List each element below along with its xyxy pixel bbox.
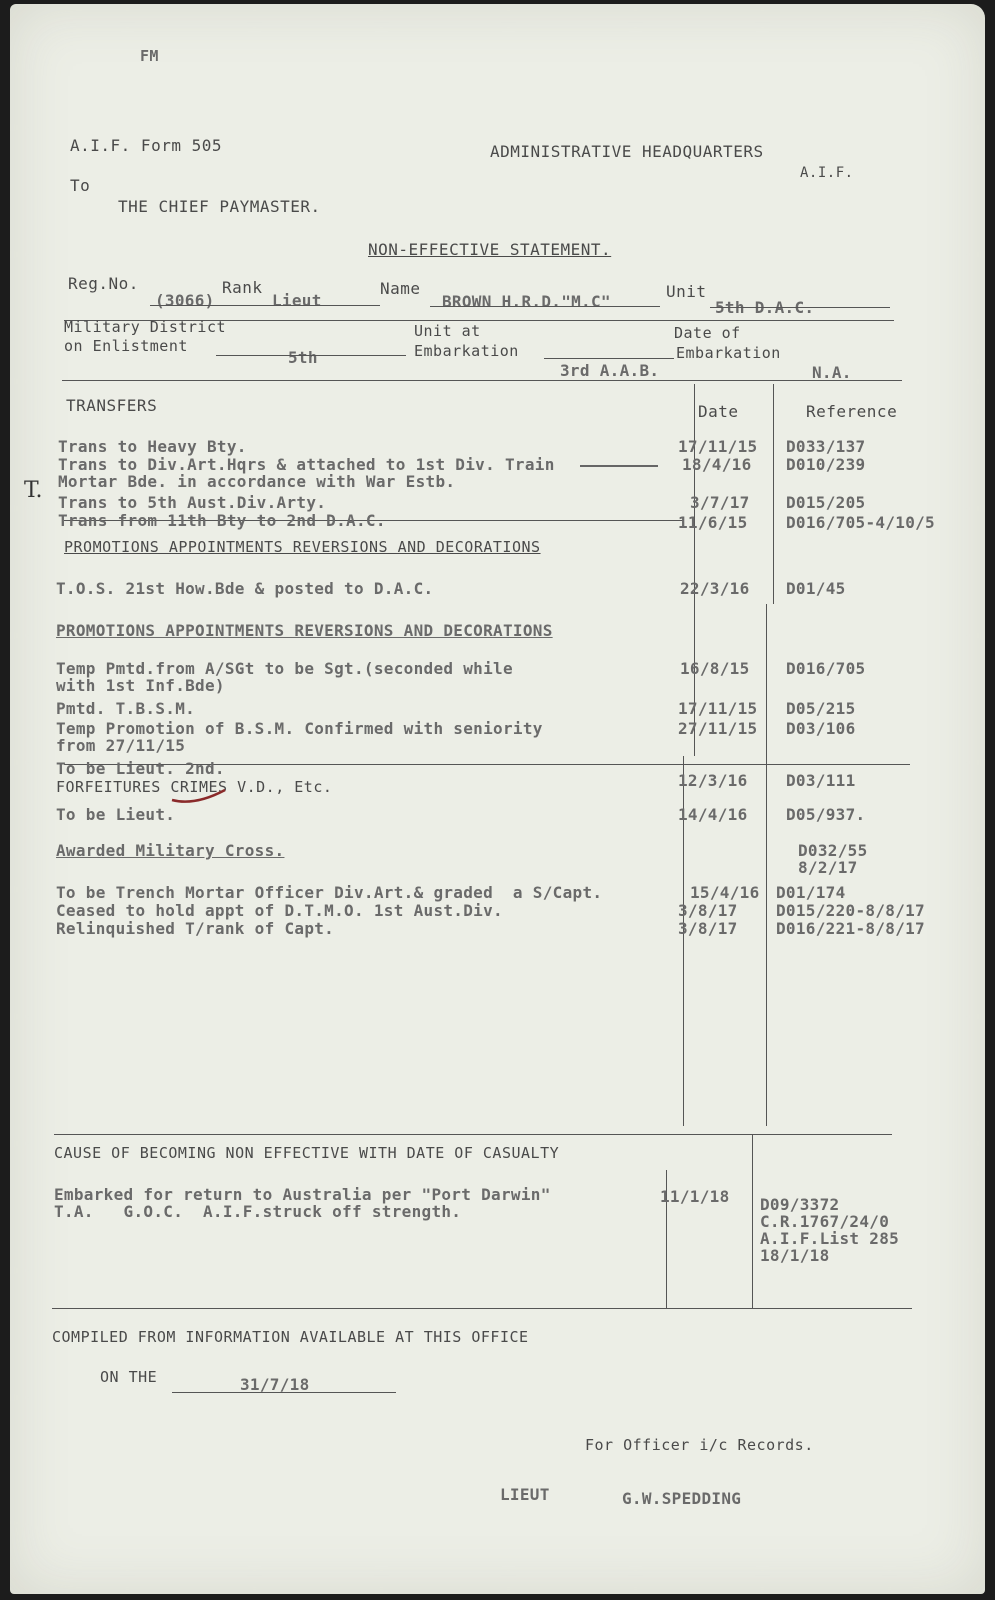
compiled-date: 31/7/18 bbox=[240, 1375, 310, 1394]
unit-emb-value: 3rd A.A.B. bbox=[560, 361, 660, 380]
signatory-rank: LIEUT bbox=[500, 1485, 550, 1504]
date-emb-value: N.A. bbox=[812, 363, 852, 382]
transfer-date: 11/6/15 bbox=[678, 513, 748, 532]
transfer-ref: D015/205 bbox=[786, 493, 866, 512]
transfer-entry: Trans from 11th Bty to 2nd D.A.C. bbox=[58, 511, 386, 530]
department-heading: ADMINISTRATIVE HEADQUARTERS bbox=[490, 142, 764, 161]
promotion-entry: To be Trench Mortar Officer Div.Art.& graded a S/Capt. bbox=[56, 883, 603, 902]
rule bbox=[172, 1392, 396, 1393]
promotion-ref: D03/111 bbox=[786, 771, 856, 790]
tos-entry: T.O.S. 21st How.Bde & posted to D.A.C. bbox=[56, 579, 434, 598]
corner-mark: FM bbox=[140, 47, 159, 65]
date-emb-label-2: Embarkation bbox=[676, 344, 781, 362]
transfer-date: 18/4/16 bbox=[682, 455, 752, 474]
district-value: 5th bbox=[288, 348, 318, 367]
transfer-ref: D016/705-4/10/5 bbox=[786, 513, 935, 532]
ink-stroke bbox=[170, 786, 230, 806]
cause-date: 11/1/18 bbox=[660, 1187, 730, 1206]
promotion-date: 27/11/15 bbox=[678, 719, 758, 738]
addressee: THE CHIEF PAYMASTER. bbox=[118, 197, 321, 216]
promotion-ref: D015/220-8/8/17 bbox=[776, 901, 925, 920]
district-label-2: on Enlistment bbox=[64, 337, 188, 355]
promotion-entry: Awarded Military Cross. bbox=[56, 841, 285, 860]
transfers-header: TRANSFERS bbox=[66, 396, 158, 415]
promotion-ref: D016/705 bbox=[786, 659, 866, 678]
date-emb-label-1: Date of bbox=[674, 324, 741, 342]
name-value: BROWN H.R.D."M.C" bbox=[442, 292, 611, 311]
cause-text: Embarked for return to Australia per "Port Darwin" T.A. G.O.C. A.I.F.struck off strength. bbox=[54, 1185, 551, 1221]
promotion-date: 17/11/15 bbox=[678, 699, 758, 718]
transfer-date: 3/7/17 bbox=[690, 493, 750, 512]
transfer-ref: D010/239 bbox=[786, 455, 866, 474]
unit-label: Unit bbox=[666, 282, 707, 301]
tos-ref: D01/45 bbox=[786, 579, 846, 598]
tos-date: 22/3/16 bbox=[680, 579, 750, 598]
promotion-date: 15/4/16 bbox=[690, 883, 760, 902]
promotion-ref: D032/55 8/2/17 bbox=[798, 841, 868, 877]
promotions-header-typed: PROMOTIONS APPOINTMENTS REVERSIONS AND DECORATIONS bbox=[56, 621, 553, 640]
promotion-date: 14/4/16 bbox=[678, 805, 748, 824]
unit-emb-label-2: Embarkation bbox=[414, 342, 519, 360]
promotion-date: 12/3/16 bbox=[678, 771, 748, 790]
page-title: NON-EFFECTIVE STATEMENT. bbox=[368, 240, 612, 259]
unit-emb-label-1: Unit at bbox=[414, 322, 481, 340]
promotion-ref: D016/221-8/8/17 bbox=[776, 919, 925, 938]
rule bbox=[216, 355, 406, 356]
promotion-entry: Pmtd. T.B.S.M. bbox=[56, 699, 196, 718]
rule bbox=[52, 1308, 912, 1309]
promotion-date: 3/8/17 bbox=[678, 901, 738, 920]
promotion-ref: D03/106 bbox=[786, 719, 856, 738]
ref-column-line bbox=[752, 1134, 753, 1308]
promotion-date: 3/8/17 bbox=[678, 919, 738, 938]
date-header: Date bbox=[698, 402, 739, 421]
promotion-entry: To be Lieut. 2nd. bbox=[56, 759, 225, 778]
signatory-name: G.W.SPEDDING bbox=[622, 1489, 742, 1508]
rule bbox=[62, 380, 902, 381]
promotion-ref: D05/937. bbox=[786, 805, 866, 824]
reg-no-value: (3066) bbox=[155, 291, 215, 310]
for-officer-label: For Officer i/c Records. bbox=[585, 1436, 814, 1454]
strikethrough bbox=[580, 465, 658, 467]
promotion-date: 16/8/15 bbox=[680, 659, 750, 678]
rank-label: Rank bbox=[222, 278, 263, 297]
promotion-entry: Relinquished T/rank of Capt. bbox=[56, 919, 335, 938]
rule bbox=[150, 305, 380, 306]
promotion-ref: D05/215 bbox=[786, 699, 856, 718]
rule bbox=[710, 307, 890, 308]
transfer-date: 17/11/15 bbox=[678, 437, 758, 456]
ref-column-line bbox=[766, 604, 767, 1126]
promotions-header: PROMOTIONS APPOINTMENTS REVERSIONS AND DECORATIONS bbox=[64, 538, 541, 556]
promotion-entry: Temp Promotion of B.S.M. Confirmed with seniority from 27/11/15 bbox=[56, 719, 543, 755]
district-label-1: Military District bbox=[64, 318, 227, 336]
to-label: To bbox=[70, 176, 91, 195]
reg-no-label: Reg.No. bbox=[68, 274, 139, 293]
forfeitures-header: FORFEITURES CRIMES V.D., Etc. bbox=[56, 778, 333, 796]
form-number: A.I.F. Form 505 bbox=[70, 136, 222, 155]
transfer-ref: D033/137 bbox=[786, 437, 866, 456]
transfer-entry: Trans to Div.Art.Hqrs & attached to 1st Div. Train Mortar Bde. in accordance with War Estb. bbox=[58, 455, 555, 491]
department-sub: A.I.F. bbox=[800, 165, 854, 181]
name-label: Name bbox=[380, 279, 421, 298]
rank-value: Lieut bbox=[272, 291, 322, 310]
promotion-entry: Ceased to hold appt of D.T.M.O. 1st Aust.Div. bbox=[56, 901, 503, 920]
transfer-entry: Trans to 5th Aust.Div.Arty. bbox=[58, 493, 327, 512]
cause-ref: D09/3372 C.R.1767/24/0 A.I.F.List 285 18/1/18 bbox=[760, 1195, 900, 1265]
promotion-entry: Temp Pmtd.from A/SGt to be Sgt.(seconded while with 1st Inf.Bde) bbox=[56, 659, 513, 695]
ref-column-line bbox=[773, 384, 774, 604]
compiled-statement: COMPILED FROM INFORMATION AVAILABLE AT THIS OFFICE bbox=[52, 1328, 529, 1346]
rule bbox=[430, 306, 660, 307]
unit-value: 5th D.A.C. bbox=[715, 298, 815, 317]
promotion-ref: D01/174 bbox=[776, 883, 846, 902]
on-the-label: ON THE bbox=[100, 1368, 158, 1386]
rule bbox=[544, 358, 674, 359]
rule bbox=[54, 1134, 892, 1135]
cause-label: CAUSE OF BECOMING NON EFFECTIVE WITH DATE OF CASUALTY bbox=[54, 1144, 560, 1162]
margin-mark: T. bbox=[24, 478, 43, 503]
transfer-entry: Trans to Heavy Bty. bbox=[58, 437, 247, 456]
promotion-entry: To be Lieut. bbox=[56, 805, 176, 824]
reference-header: Reference bbox=[806, 402, 898, 421]
